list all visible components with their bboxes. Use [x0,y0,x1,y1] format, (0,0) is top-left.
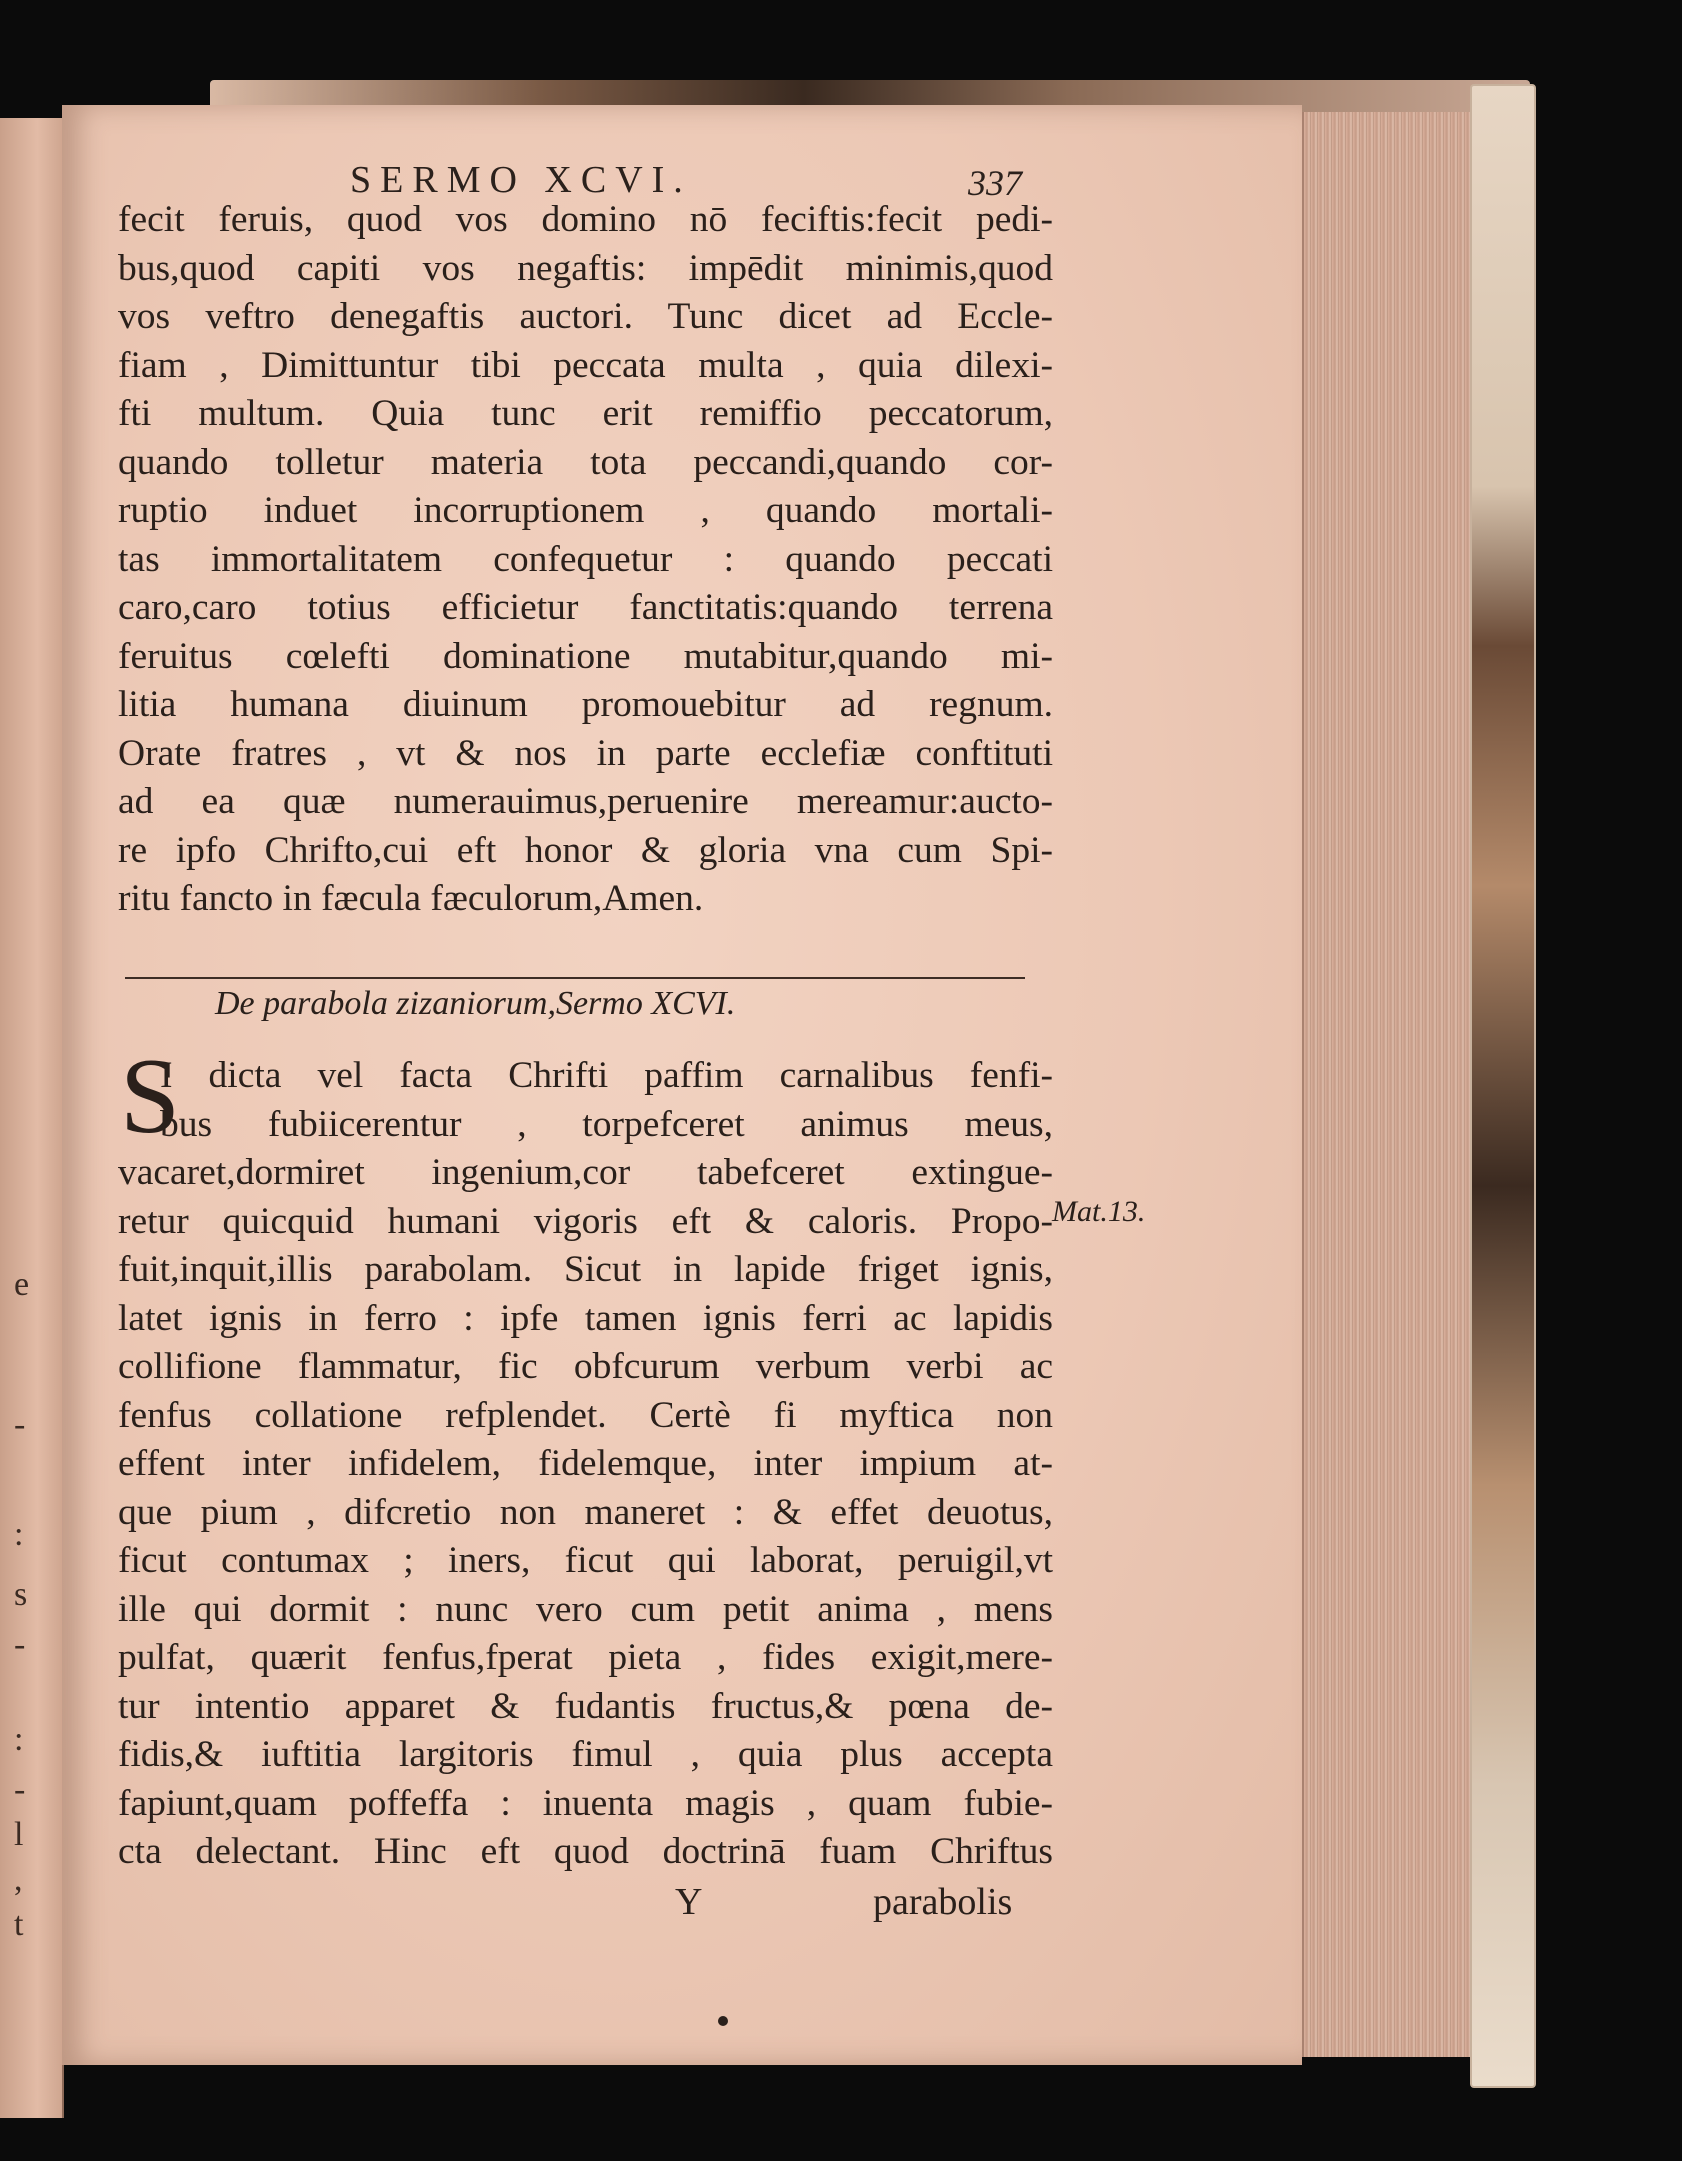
left-page-fragment: e [14,1266,30,1303]
text-line: quando tolletur materia tota peccandi,quando cor- [118,441,1053,483]
text-line: Orate fratres , vt & nos in parte ecclefiæ conftituti [118,732,1053,774]
text-line: effent inter infidelem, fidelemque, inter impium at- [118,1443,1053,1484]
catchword: parabolis [873,1881,1013,1923]
text-line: re ipfo Chrifto,cui eft honor & gloria vna cum Spi- [118,829,1053,871]
text-line: fti multum. Quia tunc erit remiffio peccatorum, [118,393,1053,434]
text-line: bus fubiicerentur , torpefceret animus meus, [160,1103,1053,1145]
text-line: ad ea quæ numerauimus,peruenire mereamur:aucto- [118,781,1053,822]
left-page-fragment: , [14,1861,23,1898]
text-line: cta delectant. Hinc eft quod doctrinā fuam Chriftus [118,1831,1053,1872]
left-facing-page [0,118,64,2118]
text-line: fenfus collatione refplendet. Certè fi myftica non [118,1394,1053,1436]
text-line: caro,caro totius efficietur fanctitatis:quando terrena [118,587,1053,628]
text-line: latet ignis in ferro : ipfe tamen ignis ferri ac lapidis [118,1297,1053,1339]
text-line: bus,quod capiti vos negaftis: impēdit minimis,quod [118,247,1053,289]
text-line: tur intentio apparet & fudantis fructus,& pœna de- [118,1685,1053,1727]
text-line: fiam , Dimittuntur tibi peccata multa , quia dilexi- [118,344,1053,386]
text-line: vos veftro denegaftis auctori. Tunc dicet ad Eccle- [118,296,1053,337]
text-line: vacaret,dormiret ingenium,cor tabefceret extingue- [118,1152,1053,1193]
left-page-fragment: - [14,1406,26,1443]
marginal-note: Mat.13. [1052,1195,1146,1228]
text-line: ille qui dormit : nunc vero cum petit anima , mens [118,1588,1053,1630]
text-line: litia humana diuinum promouebitur ad regnum. [118,684,1053,725]
text-line: feruitus cœlefti dominatione mutabitur,quando mi- [118,635,1053,677]
left-page-fragment: - [14,1771,26,1808]
left-page-fragment: - [14,1626,26,1663]
text-line: collifione flammatur, fic obfcurum verbum verbi ac [118,1346,1053,1387]
left-page-fragment: : [14,1721,24,1758]
left-page-fragment: : [14,1516,24,1553]
text-line: ruptio induet incorruptionem , quando mortali- [118,490,1053,531]
drop-cap: S [120,1037,181,1156]
text-line: ficut contumax ; iners, ficut qui laborat, peruigil,vt [118,1540,1053,1581]
text-line: fapiunt,quam poffeffa : inuenta magis , quam fubie- [118,1782,1053,1824]
text-line: I dicta vel facta Chrifti paffim carnalibus fenfi- [160,1055,1053,1096]
text-line: fuit,inquit,illis parabolam. Sicut in lapide friget ignis, [118,1249,1053,1290]
signature-mark: Y [675,1881,703,1923]
book-cover-board [1470,84,1536,2088]
running-head: SERMO XCVI. [350,159,692,201]
page-block-edges [1302,112,1484,2057]
sermon-text-block [118,196,1053,924]
text-line: fecit feruis, quod vos domino nō feciftis:fecit pedi- [118,199,1053,240]
section-divider-rule [125,977,1025,979]
text-line: que pium , difcretio non maneret : & effet deuotus, [118,1491,1053,1533]
text-line: pulfat, quærit fenfus,fperat pieta , fides exigit,mere- [118,1637,1053,1678]
section-title: De parabola zizaniorum,Sermo XCVI. [215,985,736,1022]
left-page-fragment: t [14,1906,24,1943]
text-line: retur quicquid humani vigoris eft & caloris. Propo- [118,1200,1053,1242]
text-line: ritu fancto in fæcula fæculorum,Amen. [118,878,704,919]
text-line: tas immortalitatem confequetur : quando peccati [118,538,1053,580]
left-page-fragment: l [14,1816,24,1853]
left-page-fragment: s [14,1576,28,1613]
sermon-text-block [118,1037,1053,1877]
page-number: 337 [968,163,1022,203]
text-line: fidis,& iuftitia largitoris fimul , quia plus accepta [118,1734,1053,1775]
ink-dot [718,2016,728,2026]
